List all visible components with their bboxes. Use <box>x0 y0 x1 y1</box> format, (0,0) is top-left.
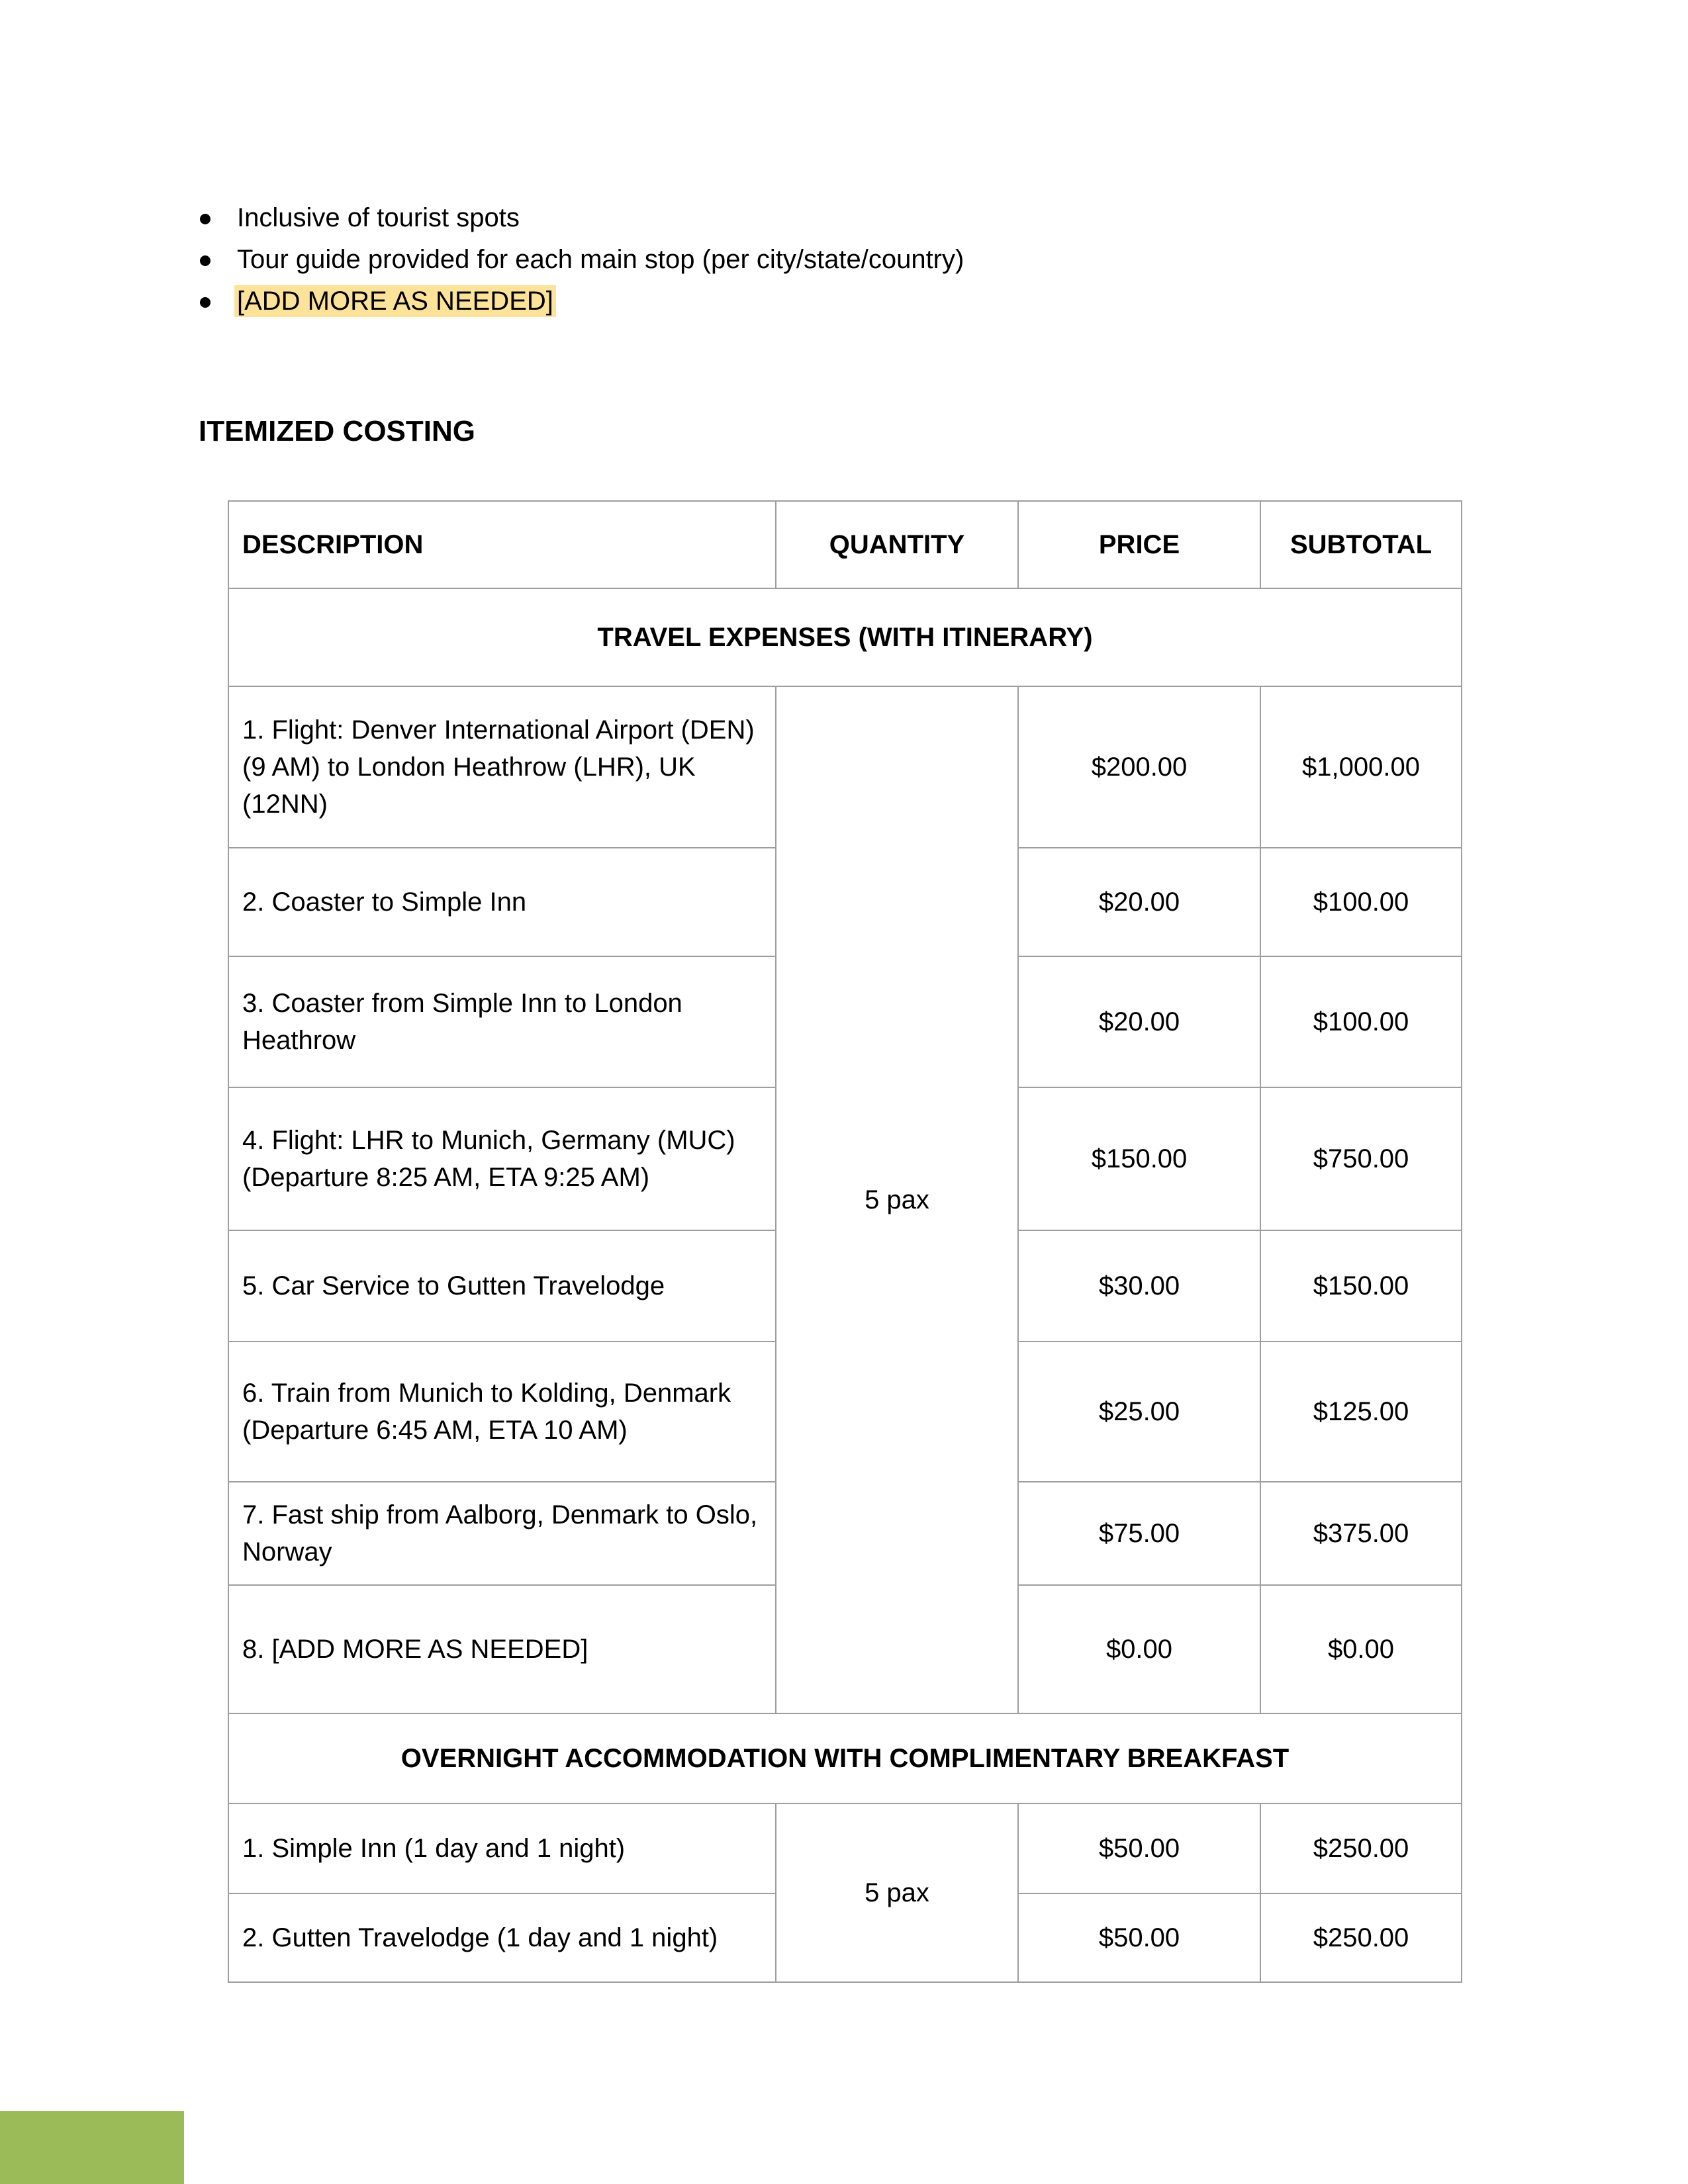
item-quantity: 5 pax <box>776 686 1018 1713</box>
item-price: $20.00 <box>1018 848 1260 956</box>
group-title-travel: TRAVEL EXPENSES (WITH ITINERARY) <box>228 588 1462 686</box>
item-description: 7. Fast ship from Aalborg, Denmark to Oslo, Norway <box>228 1482 776 1585</box>
item-description: 1. Simple Inn (1 day and 1 night) <box>228 1803 776 1893</box>
header-quantity: QUANTITY <box>776 501 1018 588</box>
item-subtotal: $100.00 <box>1260 956 1462 1087</box>
header-description: DESCRIPTION <box>228 501 776 588</box>
section-title: ITEMIZED COSTING <box>199 415 475 447</box>
itemized-costing-table <box>228 500 1462 1983</box>
table-header-row <box>228 501 1462 588</box>
item-description: 2. Gutten Travelodge (1 day and 1 night) <box>228 1893 776 1982</box>
item-subtotal: $100.00 <box>1260 848 1462 956</box>
bullet-dot-icon <box>200 255 211 266</box>
item-price: $0.00 <box>1018 1585 1260 1713</box>
table-row <box>228 1803 1462 1893</box>
item-description: 4. Flight: LHR to Munich, Germany (MUC) (Departure 8:25 AM, ETA 9:25 AM) <box>228 1087 776 1230</box>
item-description: 1. Flight: Denver International Airport (DEN) (9 AM) to London Heathrow (LHR), UK (12NN) <box>228 686 776 848</box>
inclusions-list <box>192 197 964 322</box>
list-item <box>192 281 964 322</box>
item-description: 6. Train from Munich to Kolding, Denmark (Departure 6:45 AM, ETA 10 AM) <box>228 1342 776 1482</box>
item-description: 2. Coaster to Simple Inn <box>228 848 776 956</box>
list-item-text: Tour guide provided for each main stop (per city/state/country) <box>237 245 964 274</box>
item-price: $200.00 <box>1018 686 1260 848</box>
item-subtotal: $750.00 <box>1260 1087 1462 1230</box>
placeholder-highlight: [ADD MORE AS NEEDED] <box>234 285 556 317</box>
item-subtotal: $375.00 <box>1260 1482 1462 1585</box>
group-header-row <box>228 588 1462 686</box>
item-description: 3. Coaster from Simple Inn to London Heathrow <box>228 956 776 1087</box>
item-subtotal: $125.00 <box>1260 1342 1462 1482</box>
item-subtotal: $0.00 <box>1260 1585 1462 1713</box>
table-row <box>228 686 1462 848</box>
footer-accent-bar <box>0 2111 184 2184</box>
item-price: $75.00 <box>1018 1482 1260 1585</box>
item-subtotal: $250.00 <box>1260 1893 1462 1982</box>
group-title-accommodation: OVERNIGHT ACCOMMODATION WITH COMPLIMENTARY BREAKFAST <box>228 1713 1462 1803</box>
item-subtotal: $250.00 <box>1260 1803 1462 1893</box>
header-subtotal: SUBTOTAL <box>1260 501 1462 588</box>
item-price: $25.00 <box>1018 1342 1260 1482</box>
header-price: PRICE <box>1018 501 1260 588</box>
item-price: $150.00 <box>1018 1087 1260 1230</box>
item-subtotal: $150.00 <box>1260 1230 1462 1342</box>
item-price: $50.00 <box>1018 1893 1260 1982</box>
item-quantity: 5 pax <box>776 1803 1018 1982</box>
item-price: $30.00 <box>1018 1230 1260 1342</box>
bullet-dot-icon <box>200 214 211 224</box>
list-item <box>192 239 964 281</box>
list-item-text: Inclusive of tourist spots <box>237 203 520 232</box>
item-description: 8. [ADD MORE AS NEEDED] <box>228 1585 776 1713</box>
group-header-row <box>228 1713 1462 1803</box>
item-price: $20.00 <box>1018 956 1260 1087</box>
item-description: 5. Car Service to Gutten Travelodge <box>228 1230 776 1342</box>
list-item <box>192 197 964 239</box>
bullet-dot-icon <box>200 297 211 308</box>
item-price: $50.00 <box>1018 1803 1260 1893</box>
item-subtotal: $1,000.00 <box>1260 686 1462 848</box>
